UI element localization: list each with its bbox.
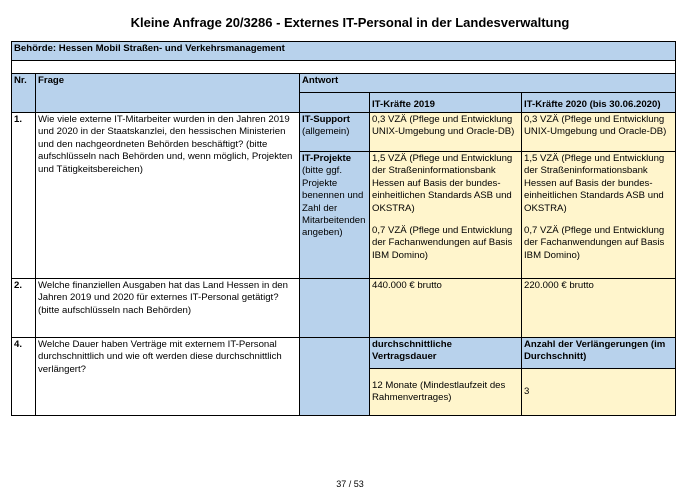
q4-duration-value: 12 Monate (Mindestlaufzeit des Rahmenvertrages) — [370, 369, 522, 416]
q2-number: 2. — [12, 279, 36, 338]
q2-row — [12, 279, 676, 338]
col-2019-label: IT-Kräfte 2019 — [370, 93, 522, 113]
header-row — [12, 74, 676, 93]
support-subtitle: (allgemein) — [302, 126, 350, 138]
subheader-blank — [300, 93, 370, 113]
q1-number: 1. — [12, 113, 36, 279]
page-title: Kleine Anfrage 20/3286 - Externes IT-Personal in der Landesverwaltung — [130, 15, 570, 30]
projekte-2020-a: 1,5 VZÄ (Pflege und Entwicklung der Straßeninformationsbank Hessen auf Basis der bundes-einheitlichen Standards ASB und OKSTRA) — [524, 153, 665, 214]
q4-number: 4. — [12, 338, 36, 416]
projekte-title: IT-Projekte — [302, 153, 352, 164]
authority-label: Behörde: Hessen Mobil Straßen- und Verkehrsmanagement — [12, 42, 676, 61]
answer-table — [11, 41, 676, 416]
header-nr: Nr. — [12, 74, 36, 113]
authority-row — [12, 42, 676, 61]
page-number: 37 / 53 — [336, 479, 364, 489]
col-2020-label: IT-Kräfte 2020 (bis 30.06.2020) — [522, 93, 676, 113]
q2-blank — [300, 279, 370, 338]
support-2020: 0,3 VZÄ (Pflege und Entwicklung UNIX-Umgebung und Oracle-DB) — [522, 113, 676, 152]
q4-col-extensions: Anzahl der Verlängerungen (im Durchschnitt) — [522, 338, 676, 369]
q4-header-row — [12, 338, 676, 369]
header-antwort: Antwort — [300, 74, 676, 93]
q2-2020: 220.000 € brutto — [522, 279, 676, 338]
q4-blank — [300, 338, 370, 416]
q1-projekte-label — [300, 152, 370, 279]
projekte-2019-a: 1,5 VZÄ (Pflege und Entwicklung der Straßeninformationsbank Hessen auf Basis der bundes-einheitlichen Standards ASB und OKSTRA) — [372, 153, 513, 214]
q1-support-row — [12, 113, 676, 152]
header-frage: Frage — [36, 74, 300, 113]
projekte-2019 — [370, 152, 522, 279]
q4-col-duration: durchschnittliche Vertragsdauer — [370, 338, 522, 369]
projekte-subtitle: (bitte ggf. Projekte benennen und Zahl der Mitarbeitenden angeben) — [302, 165, 366, 239]
q2-question: Welche finanziellen Ausgaben hat das Land Hessen in den Jahren 2019 und 2020 für externes IT-Personal getätigt? (bitte aufschlüsseln nach Behörden) — [36, 279, 300, 338]
support-title: IT-Support — [302, 114, 350, 125]
projekte-2019-b: 0,7 VZÄ (Pflege und Entwicklung der Fachanwendungen auf Basis IBM Domino) — [372, 225, 513, 261]
support-2019: 0,3 VZÄ (Pflege und Entwicklung UNIX-Umgebung und Oracle-DB) — [370, 113, 522, 152]
q1-question: Wie viele externe IT-Mitarbeiter wurden in den Jahren 2019 und 2020 in der Staatskanzlei, den hessischen Ministerien und den nachgeordneten Behörden beschäftigt? (bitte aufschlüsseln nach Behörden und, wenn möglich, Projekten und Tätigkeitsbereichen) — [36, 113, 300, 279]
projekte-2020-b: 0,7 VZÄ (Pflege und Entwicklung der Fachanwendungen auf Basis IBM Domino) — [524, 225, 665, 261]
q1-support-label — [300, 113, 370, 152]
projekte-2020 — [522, 152, 676, 279]
q4-question: Welche Dauer haben Verträge mit externem IT-Personal durchschnittlich und wie oft werden diese durchschnittlich verlängert? — [36, 338, 300, 416]
q2-2019: 440.000 € brutto — [370, 279, 522, 338]
q4-extensions-value: 3 — [522, 369, 676, 416]
